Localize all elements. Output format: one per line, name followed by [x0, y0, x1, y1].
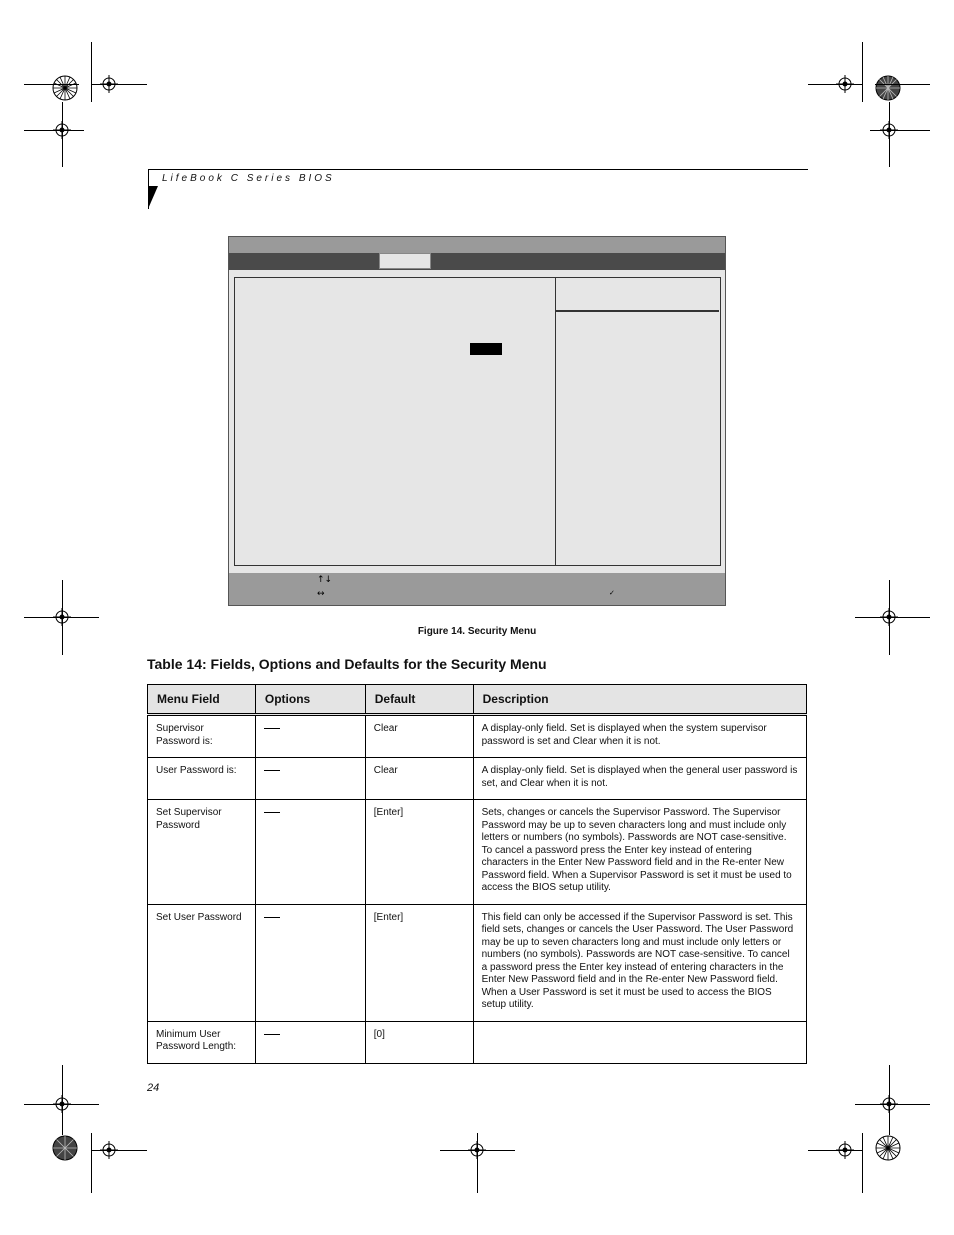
- em-dash-icon: [264, 917, 280, 918]
- bios-selected-value: [470, 343, 502, 355]
- cell-menu-field: Set Supervisor Password: [148, 800, 256, 905]
- cell-options: [255, 904, 365, 1021]
- cell-description: This field can only be accessed if the Supervisor Password is set. This field sets, changes or cancels the User Password. The User Password may be up to seven characters long and must include only letters or numbers (no symbols). Passwords are NOT case-sensitive. To cancel a password press the Enter key instead of entering characters in the Enter New Password field and in the Re-enter New Password field. When a User Password is set it must be used to access the BIOS setup utility.: [473, 904, 806, 1021]
- registration-rosette-icon: [52, 75, 78, 101]
- table-header-row: [148, 685, 807, 715]
- cell-default: Clear: [365, 758, 473, 800]
- em-dash-icon: [264, 770, 280, 771]
- column-header-options: Options: [255, 685, 365, 715]
- registration-rosette-icon: [875, 1135, 901, 1161]
- column-header-menu-field: Menu Field: [148, 685, 256, 715]
- cell-menu-field: User Password is:: [148, 758, 256, 800]
- em-dash-icon: [264, 1034, 280, 1035]
- cell-options: [255, 758, 365, 800]
- cell-options: [255, 715, 365, 758]
- cell-menu-field: Minimum User Password Length:: [148, 1021, 256, 1063]
- table-title: Table 14: Fields, Options and Defaults for the Security Menu: [147, 656, 547, 672]
- cell-default: [Enter]: [365, 904, 473, 1021]
- running-header: LifeBook C Series BIOS: [162, 173, 335, 184]
- header-rule: [148, 169, 808, 170]
- cell-options: [255, 1021, 365, 1063]
- figure-caption: Figure 14. Security Menu: [417, 626, 537, 637]
- cell-default: [0]: [365, 1021, 473, 1063]
- page-number: 24: [147, 1082, 160, 1094]
- bios-security-menu-figure: [228, 236, 726, 606]
- cell-description: Sets, changes or cancels the Supervisor Password. The Supervisor Password may be up to seven characters long and must include only letters or numbers (no symbols). Passwords are NOT case-sensitive. To cancel a password press the Enter key instead of entering characters in the Enter New Password field and in the Re-enter New Password field. When a Supervisor Password is set it must be used to access the BIOS setup utility.: [473, 800, 806, 905]
- bios-help-panel: [556, 277, 721, 566]
- cell-options: [255, 800, 365, 905]
- em-dash-icon: [264, 812, 280, 813]
- column-header-default: Default: [365, 685, 473, 715]
- cell-description: A display-only field. Set is displayed when the general user password is set, and Clear when it is not.: [473, 758, 806, 800]
- em-dash-icon: [264, 728, 280, 729]
- column-header-description: Description: [473, 685, 806, 715]
- bios-settings-panel: [234, 277, 556, 566]
- cell-menu-field: Supervisor Password is:: [148, 715, 256, 758]
- bios-key-legend: [229, 573, 725, 605]
- registration-rosette-icon: [52, 1135, 78, 1161]
- cell-description: [473, 1021, 806, 1063]
- bios-title-bar: [229, 237, 725, 253]
- table-row: [148, 758, 807, 800]
- cell-default: Clear: [365, 715, 473, 758]
- bios-tab-security: [379, 253, 431, 269]
- check-mark-icon: ✓: [609, 589, 615, 597]
- bios-help-header: [556, 278, 719, 312]
- table-row: [148, 715, 807, 758]
- left-right-arrows-icon: ↔: [317, 589, 325, 599]
- up-down-arrows-icon: ↑↓: [317, 575, 333, 585]
- table-row: [148, 904, 807, 1021]
- registration-rosette-icon: [875, 75, 901, 101]
- table-row: [148, 800, 807, 905]
- corner-tab-icon: [148, 186, 158, 209]
- cell-description: A display-only field. Set is displayed when the system supervisor password is set and Clear when it is not.: [473, 715, 806, 758]
- security-menu-table: [147, 684, 807, 1064]
- bios-menu-bar: [229, 253, 725, 270]
- table-row: [148, 1021, 807, 1063]
- cell-menu-field: Set User Password: [148, 904, 256, 1021]
- cell-default: [Enter]: [365, 800, 473, 905]
